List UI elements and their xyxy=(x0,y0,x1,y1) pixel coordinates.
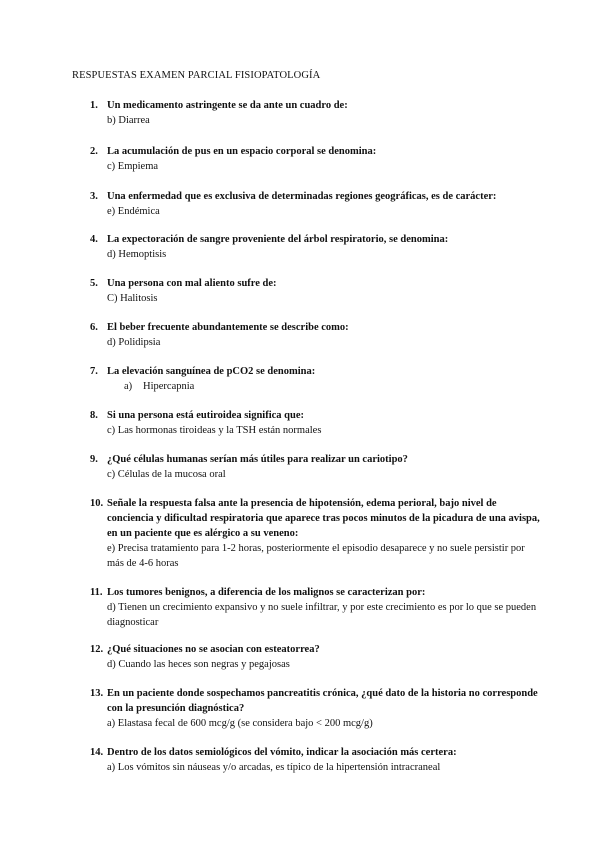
question-text: Señale la respuesta falsa ante la presencia de hipotensión, edema perioral, bajo nivel de conciencia y dificultad respiratoria que aparece tras pocos minutos de la picadura de una avispa, en un paciente que es alérgico a su veneno: xyxy=(107,498,540,539)
answer-text: a) Elastasa fecal de 600 mcg/g (se considera bajo < 200 mcg/g) xyxy=(107,718,373,729)
question-14 xyxy=(90,745,540,775)
question-text: Una persona con mal aliento sufre de: xyxy=(107,278,277,289)
question-number: 10. xyxy=(90,498,104,509)
question-4 xyxy=(90,232,540,262)
question-text: El beber frecuente abundantemente se describe como: xyxy=(107,322,349,333)
question-text: Los tumores benignos, a diferencia de los malignos se caracterizan por: xyxy=(107,587,426,598)
question-1 xyxy=(90,98,540,128)
question-number: 4. xyxy=(90,234,98,245)
question-number: 6. xyxy=(90,322,98,333)
question-11 xyxy=(90,585,540,630)
answer-text: d) Polidipsia xyxy=(107,337,161,348)
question-text: Dentro de los datos semiológicos del vómito, indicar la asociación más certera: xyxy=(107,747,457,758)
question-number: 7. xyxy=(90,366,98,377)
answer-value: Hipercapnia xyxy=(143,381,195,392)
question-12 xyxy=(90,642,540,672)
answer-text: c) Células de la mucosa oral xyxy=(107,469,226,480)
question-text: Si una persona está eutiroidea significa que: xyxy=(107,410,304,421)
question-number: 1. xyxy=(90,100,98,111)
question-9 xyxy=(90,452,540,482)
question-number: 14. xyxy=(90,747,104,758)
question-text: Una enfermedad que es exclusiva de determinadas regiones geográficas, es de carácter: xyxy=(107,191,497,202)
answer-text: b) Diarrea xyxy=(107,115,150,126)
question-number: 2. xyxy=(90,146,98,157)
answer-text: d) Hemoptisis xyxy=(107,249,167,260)
question-number: 13. xyxy=(90,688,104,699)
question-text: ¿Qué situaciones no se asocian con esteatorrea? xyxy=(107,644,320,655)
question-text: Un medicamento astringente se da ante un cuadro de: xyxy=(107,100,348,111)
question-5 xyxy=(90,276,540,306)
question-number: 11. xyxy=(90,587,103,598)
question-text: En un paciente donde sospechamos pancreatitis crónica, ¿qué dato de la historia no corresponde con la presunción diagnóstica? xyxy=(107,688,538,714)
question-7 xyxy=(90,364,540,394)
question-number: 12. xyxy=(90,644,104,655)
question-number: 5. xyxy=(90,278,98,289)
question-3 xyxy=(90,189,540,219)
document-title: RESPUESTAS EXAMEN PARCIAL FISIOPATOLOGÍA xyxy=(72,70,321,81)
question-number: 8. xyxy=(90,410,98,421)
question-text: La expectoración de sangre proveniente del árbol respiratorio, se denomina: xyxy=(107,234,449,245)
answer-letter: a) xyxy=(124,381,133,392)
answer-text: a) Los vómitos sin náuseas y/o arcadas, es típico de la hipertensión intracraneal xyxy=(107,762,441,773)
question-6 xyxy=(90,320,540,350)
answer-text: c) Las hormonas tiroideas y la TSH están normales xyxy=(107,425,322,436)
question-text: La elevación sanguínea de pCO2 se denomina: xyxy=(107,366,316,377)
answer-text xyxy=(124,379,540,394)
question-number: 9. xyxy=(90,454,98,465)
question-13 xyxy=(90,686,540,731)
answer-text: C) Halitosis xyxy=(107,293,158,304)
answer-text: e) Endémica xyxy=(107,206,160,217)
question-text: ¿Qué células humanas serían más útiles para realizar un cariotipo? xyxy=(107,454,408,465)
answer-text: e) Precisa tratamiento para 1-2 horas, posteriormente el episodio desaparece y no suele persistir por más de 4-6 horas xyxy=(107,543,525,569)
answer-text: d) Tienen un crecimiento expansivo y no suele infiltrar, y por este crecimiento es por lo que se pueden diagnosticar xyxy=(107,602,537,628)
answer-text: c) Empiema xyxy=(107,161,159,172)
question-10 xyxy=(90,496,540,571)
question-text: La acumulación de pus en un espacio corporal se denomina: xyxy=(107,146,377,157)
answer-text: d) Cuando las heces son negras y pegajosas xyxy=(107,659,290,670)
question-number: 3. xyxy=(90,191,98,202)
question-8 xyxy=(90,408,540,438)
question-2 xyxy=(90,144,540,174)
